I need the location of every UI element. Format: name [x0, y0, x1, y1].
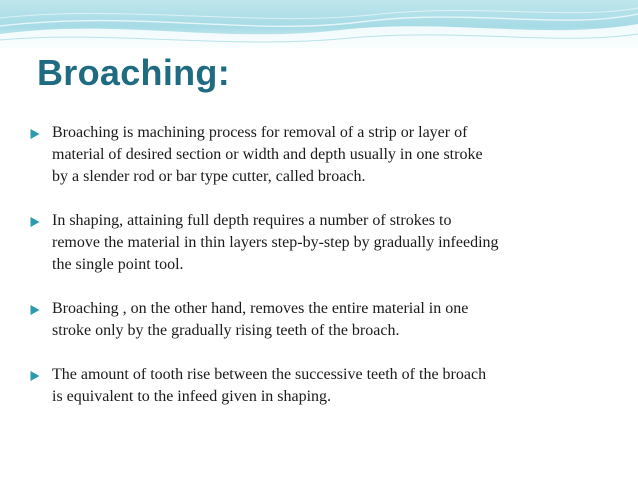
triangle-bullet-icon — [31, 305, 40, 315]
bullet-item — [28, 122, 608, 188]
bullet-text: Broaching is machining process for removal of a strip or layer of material of desired section or width and depth usually in one stroke by a slender rod or bar type cutter, called broach. — [52, 124, 483, 185]
bullet-text: Broaching , on the other hand, removes the entire material in one stroke only by the gradually rising teeth of the broach. — [52, 300, 469, 339]
bullet-text: The amount of tooth rise between the successive teeth of the broach is equivalent to the infeed given in shaping. — [52, 366, 487, 405]
triangle-bullet-icon — [31, 129, 40, 139]
bullet-item — [28, 364, 608, 408]
slide-title: Broaching: — [37, 52, 231, 93]
wave-decoration — [0, 0, 638, 48]
bullet-list — [28, 122, 608, 430]
triangle-bullet-icon — [31, 217, 40, 227]
bullet-text: In shaping, attaining full depth requires a number of strokes to remove the material in thin layers step-by-step by gradually infeeding the single point tool. — [52, 212, 499, 273]
triangle-bullet-icon — [31, 371, 40, 381]
bullet-item — [28, 210, 608, 276]
bullet-item — [28, 298, 608, 342]
top-wave-banner — [0, 0, 638, 48]
